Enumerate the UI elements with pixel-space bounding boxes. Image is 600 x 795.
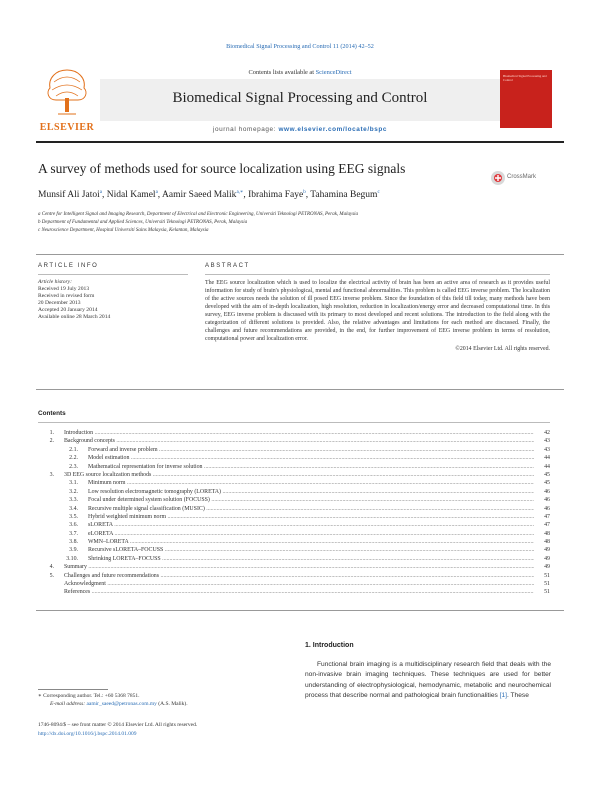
toc-entry-label[interactable]: Model estimation ..... — [88, 454, 534, 462]
toc-entry-label[interactable]: Hybrid weighted minimum norm ..... — [88, 513, 534, 521]
journal-running-head[interactable]: Biomedical Signal Processing and Control 11 (2014) 42–52 — [226, 43, 374, 50]
affiliation-marker[interactable]: c — [377, 190, 380, 195]
toc-entry[interactable] — [38, 513, 550, 521]
toc-entry-page: 49 — [536, 563, 550, 571]
footnote-rule — [38, 689, 108, 690]
email-link[interactable]: aamir_saeed@petronas.com.my — [86, 701, 157, 707]
toc-entry-page: 45 — [536, 479, 550, 487]
affiliation-a: a Centre for Intelligent Signal and Imaging Research, Department of Electrical and Electronic Engineering, Universiti Teknologi PETRONAS, Perak, Malaysia — [38, 212, 359, 217]
toc-entry-page: 44 — [536, 463, 550, 471]
toc-entry-number: 3.5. — [69, 513, 78, 520]
toc-entry-number: 3.4. — [69, 505, 78, 512]
toc-entry-page: 49 — [536, 555, 550, 563]
toc-entry-number: 2.3. — [69, 463, 78, 470]
doi-link[interactable]: http://dx.doi.org/10.1016/j.bspc.2014.01.009 — [38, 731, 137, 737]
toc-entry-label[interactable]: eLORETA ..... — [88, 530, 534, 538]
toc-entry-page: 47 — [536, 521, 550, 529]
affiliation-marker[interactable]: a — [155, 190, 158, 195]
abstract-text: The EEG source localization which is used to localize the electrical activity of brain has been an active area of research as it provides useful information for study of brain's physiological, mental and functional abnormalities. This problem is called EEG inverse problem. The localization of the active sources needs the solution of ill posed EEG inverse problem. Since the foundation of this field till today, many methods have been developed with the aim of in-depth localization, high resolution, reduction in localization/energy error and decreased computational time. In this survey, EEG inverse problem is discussed with its primary to most developed and recent solutions. The introduction to the field along with the categorization of different solutions is provided. Also, the relative advantages and limitations for each method are discussed. Finally, the challenges and future recommendations are provided, in the end, for further improvement of EEG inverse problem in terms of resolution, computational power and localization error. — [205, 280, 550, 342]
author-list: Munsif Ali Jatoi$^a$, Nidal Kamel$^a$, Aamir Saeed Malik$^{a,∗}$, Ibrahima Faye$^b$, Tahamina Begum$^c$ — [38, 190, 380, 201]
toc-entry-label[interactable]: Shrinking LORETA–FOCUSS ..... — [88, 555, 534, 563]
introduction-heading: 1. Introduction — [305, 642, 354, 649]
toc-entry-page: 48 — [536, 530, 550, 538]
contents-top-rule — [36, 389, 564, 390]
toc-entry[interactable] — [38, 572, 550, 580]
toc-entry[interactable] — [38, 563, 550, 571]
contents-rule — [38, 422, 550, 423]
toc-entry-page: 46 — [536, 488, 550, 496]
toc-entry-number: 2. — [49, 438, 54, 445]
author-name: Munsif Ali Jatoi — [38, 190, 100, 201]
toc-entry-label[interactable]: Introduction ..... — [64, 429, 534, 437]
abstract-heading: ABSTRACT — [205, 263, 250, 269]
affiliation-c: c Neuroscience Department, Hospital Universiti Sains Malaysia, Kelantan, Malaysia — [38, 228, 209, 233]
toc-entry[interactable] — [38, 538, 550, 546]
toc-entry[interactable] — [38, 429, 550, 437]
toc-entry-page: 51 — [536, 588, 550, 596]
toc-entry-page: 45 — [536, 471, 550, 479]
author-name: Nidal Kamel — [106, 190, 156, 201]
toc-entry-number: 3.10. — [66, 555, 78, 562]
history-line: 20 December 2013 — [38, 300, 81, 306]
toc-entry[interactable] — [38, 463, 550, 471]
toc-entry-label[interactable]: References ..... — [64, 588, 534, 596]
toc-entry-number: 3.8. — [69, 539, 78, 546]
sciencedirect-link[interactable]: ScienceDirect — [315, 69, 352, 76]
history-label: Article history: — [38, 279, 73, 285]
toc-entry-number: 2.2. — [69, 455, 78, 462]
crossmark-badge[interactable] — [490, 170, 550, 186]
toc-entry-label[interactable]: Recursive multiple signal classification (MUSIC) ..... — [88, 505, 534, 513]
article-history — [38, 279, 178, 321]
affiliation-marker[interactable]: a,∗ — [236, 190, 244, 195]
article-info-heading: ARTICLE INFO — [38, 263, 99, 269]
crossmark-label: CrossMark — [507, 174, 537, 180]
toc-entry-label[interactable]: Recursive sLORETA–FOCUSS ..... — [88, 546, 534, 554]
corresponding-author-note: ∗ Corresponding author. Tel.: +60 5368 7851. — [38, 693, 140, 699]
toc-entry-number: 2.1. — [69, 446, 78, 453]
toc-entry-label[interactable]: Challenges and future recommendations ..... — [64, 572, 534, 580]
homepage-link[interactable]: www.elsevier.com/locate/bspc — [278, 126, 388, 133]
affiliation-b: b Department of Fundamental and Applied Sciences, Universiti Teknologi PETRONAS, Perak, Malaysia — [38, 220, 248, 225]
toc-entry[interactable] — [38, 530, 550, 538]
history-line: Received 19 July 2013 — [38, 286, 90, 292]
toc-entry[interactable] — [38, 479, 550, 487]
toc-entry[interactable] — [38, 580, 550, 588]
toc-entry-number: 1. — [49, 430, 54, 436]
toc-entry-page: 48 — [536, 538, 550, 546]
toc-entry-label[interactable]: Forward and inverse problem ..... — [88, 446, 534, 454]
toc-entry-page: 43 — [536, 437, 550, 445]
publisher-name: ELSEVIER — [39, 122, 95, 133]
toc-entry-page: 49 — [536, 546, 550, 554]
author-name: Tahamina Begum — [310, 190, 378, 201]
toc-entry-label[interactable]: Minimum norm ..... — [88, 479, 534, 487]
toc-entry-page: 51 — [536, 572, 550, 580]
toc-entry[interactable] — [38, 588, 550, 596]
toc-entry-label[interactable]: Focal under determined system solution (FOCUSS) ..... — [88, 496, 534, 504]
affiliation-marker[interactable]: a — [99, 190, 102, 195]
toc-entry[interactable] — [38, 488, 550, 496]
toc-entry-page: 46 — [536, 496, 550, 504]
history-line: Accepted 20 January 2014 — [38, 307, 98, 313]
contents-available-line: Contents lists available at ScienceDirect — [248, 69, 352, 76]
contents-heading: Contents — [38, 410, 66, 417]
toc-entry-label[interactable]: Background concepts ..... — [64, 437, 534, 445]
contents-bottom-rule — [36, 610, 564, 611]
abstract-rule — [205, 274, 550, 275]
toc-entry-label[interactable]: Low resolution electromagnetic tomography (LORETA) ..... — [88, 488, 534, 496]
toc-entry-page: 43 — [536, 446, 550, 454]
toc-entry-number: 3.2. — [69, 488, 78, 495]
journal-homepage: journal homepage: www.elsevier.com/locate/bspc — [212, 126, 388, 133]
author-name: Aamir Saeed Malik — [162, 190, 237, 201]
history-line: Received in revised form — [38, 293, 95, 299]
toc-entry-number: 3.1. — [69, 480, 78, 487]
article-title: A survey of methods used for source localization using EEG signals — [38, 161, 406, 176]
toc-entry-page: 46 — [536, 505, 550, 513]
journal-title: Biomedical Signal Processing and Control — [172, 90, 428, 106]
toc-entry-label[interactable]: WMN–LORETA ..... — [88, 538, 534, 546]
citation-link[interactable]: [1] — [499, 692, 507, 700]
info-top-rule — [36, 254, 564, 255]
toc-entry[interactable] — [38, 521, 550, 529]
toc-entry[interactable] — [38, 505, 550, 513]
toc-entry-page: 42 — [536, 429, 550, 437]
table-of-contents — [38, 429, 550, 597]
toc-entry-number: 5. — [49, 572, 54, 579]
toc-entry-label[interactable]: sLORETA ..... — [88, 521, 534, 529]
author-name: Ibrahima Faye — [248, 190, 304, 201]
toc-entry[interactable] — [38, 555, 550, 563]
toc-entry[interactable] — [38, 446, 550, 454]
toc-entry-number: 3. — [49, 471, 54, 478]
toc-entry-page: 47 — [536, 513, 550, 521]
email-note: E-mail address: aamir_saeed@petronas.com.my (A.S. Malik). — [50, 701, 188, 707]
history-line: Available online 28 March 2014 — [38, 314, 111, 320]
issn-line: 1746-8094/$ – see front matter © 2014 Elsevier Ltd. All rights reserved. — [38, 722, 198, 728]
toc-entry[interactable] — [38, 454, 550, 462]
toc-entry-number: 4. — [49, 564, 54, 571]
toc-entry-number: 3.9. — [69, 547, 78, 554]
toc-entry[interactable] — [38, 496, 550, 504]
toc-entry-number: 3.6. — [69, 522, 78, 529]
toc-entry-page: 51 — [536, 580, 550, 588]
toc-entry-label[interactable]: Summary ..... — [64, 563, 534, 571]
toc-entry-label[interactable]: 3D EEG source localization methods ..... — [64, 471, 534, 479]
toc-entry-page: 44 — [536, 454, 550, 462]
copyright: ©2014 Elsevier Ltd. All rights reserved. — [455, 346, 550, 352]
toc-entry-number: 3.7. — [69, 530, 78, 537]
toc-entry[interactable] — [38, 471, 550, 479]
header-rule — [36, 141, 564, 143]
toc-entry-number: 3.3. — [69, 497, 78, 504]
affiliation-marker[interactable]: b — [303, 190, 306, 195]
toc-entry[interactable] — [38, 437, 550, 445]
journal-cover-text: Biomedical Signal Processing and Control — [503, 74, 547, 82]
info-rule — [38, 274, 188, 275]
toc-entry-label[interactable]: Mathematical representation for inverse solution ..... — [88, 463, 534, 471]
toc-entry[interactable] — [38, 546, 550, 554]
toc-entry-label[interactable]: Acknowledgment ..... — [64, 580, 534, 588]
introduction-text: Functional brain imaging is a multidisciplinary research field that deals with the non-invasive brain imaging techniques. These techniques are used for better understanding of electrophysiological, hemodynamic, metabolic and neurochemical process that describe normal and pathological brain functionalities [1]. These — [305, 661, 551, 700]
